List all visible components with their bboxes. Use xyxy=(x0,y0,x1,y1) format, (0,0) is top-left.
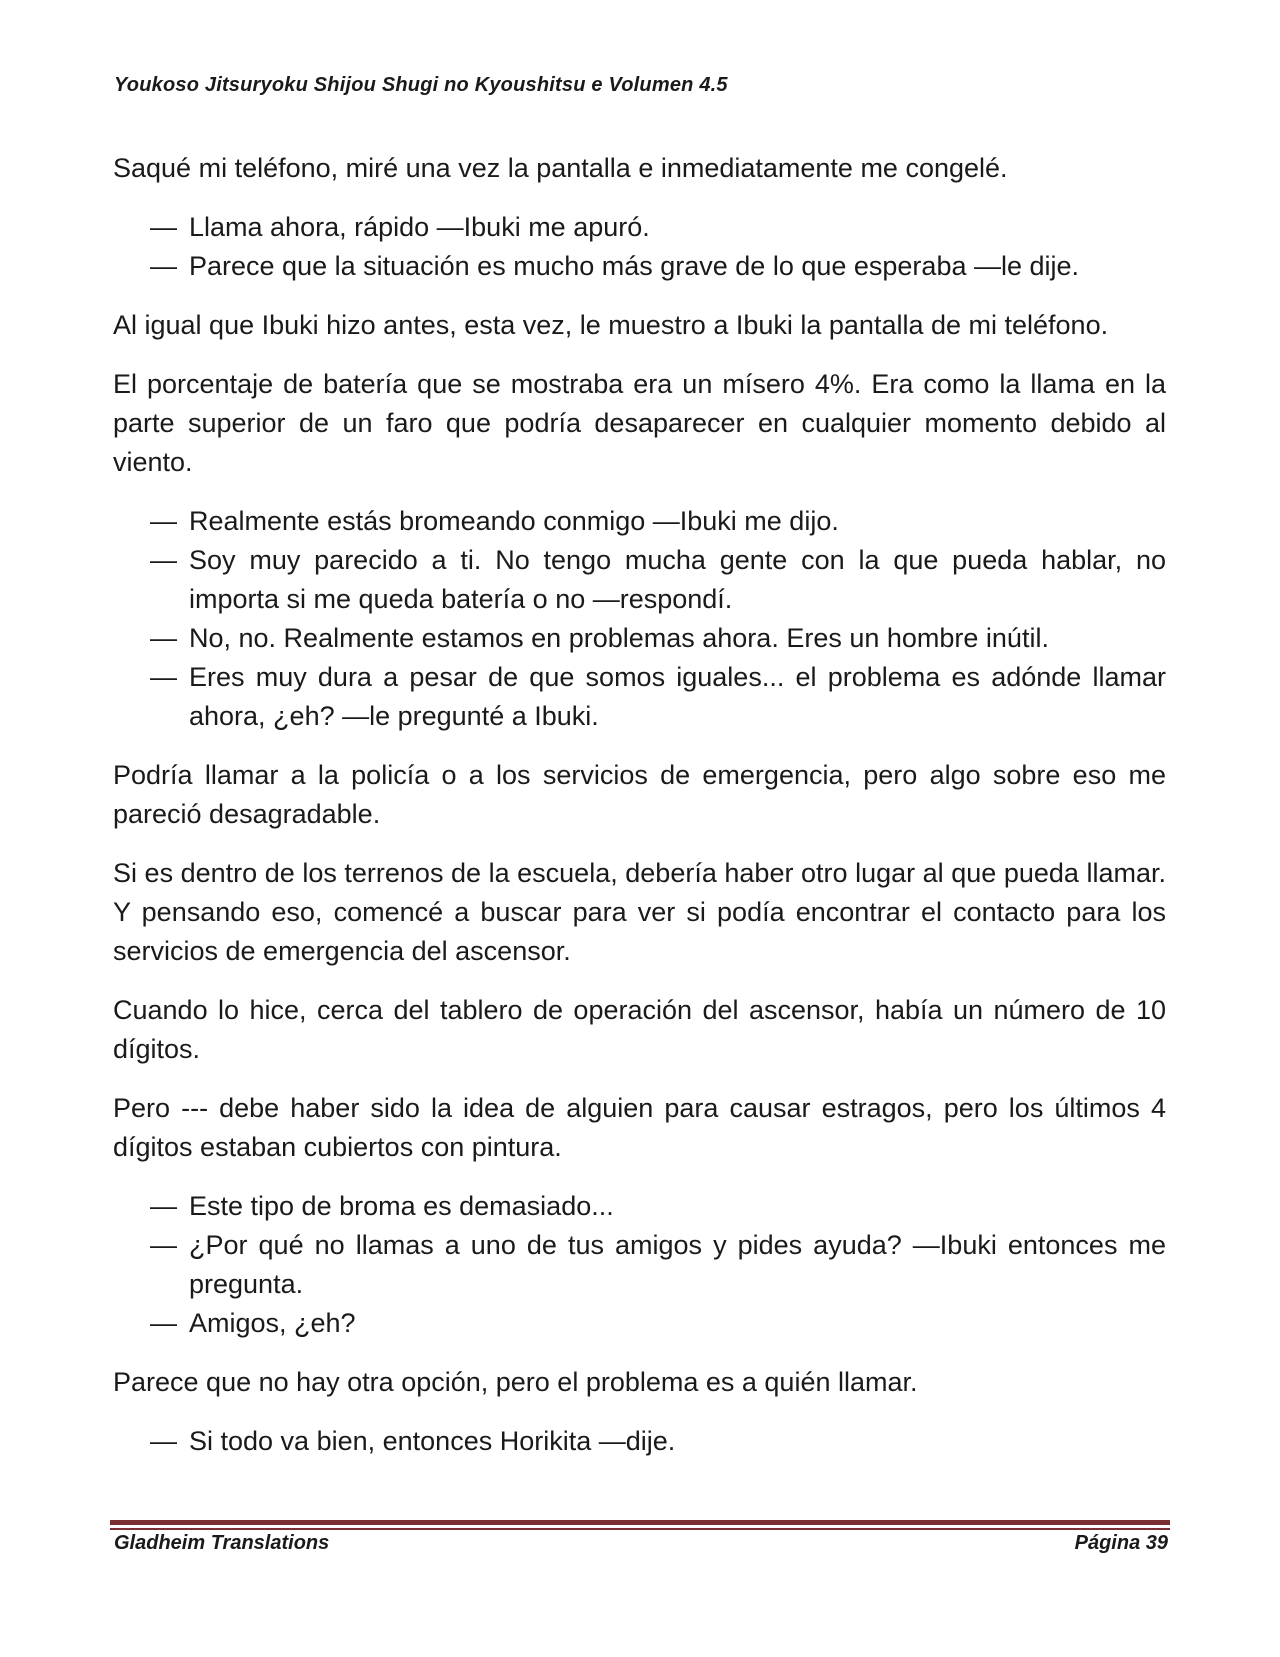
page-body xyxy=(113,149,1166,1481)
dialog-dash: — xyxy=(150,251,177,281)
dialog-line xyxy=(150,1422,1166,1461)
dialog-dash: — xyxy=(150,212,177,242)
dialog-dash: — xyxy=(150,1191,177,1221)
paragraph: Al igual que Ibuki hizo antes, esta vez, le muestro a Ibuki la pantalla de mi teléfono. xyxy=(113,310,1109,340)
dialog-text: ¿Por qué no llamas a uno de tus amigos y pides ayuda? —Ibuki entonces me pregunta. xyxy=(189,1230,1166,1299)
dialog-text: Eres muy dura a pesar de que somos iguales... el problema es adónde llamar ahora, ¿eh? —le pregunté a Ibuki. xyxy=(189,662,1166,731)
footer-publisher: Gladheim Translations xyxy=(114,1532,330,1554)
dialog-text: Soy muy parecido a ti. No tengo mucha gente con la que pueda hablar, no importa si me queda batería o no —respondí. xyxy=(189,545,1166,614)
dialog-line xyxy=(150,541,1166,619)
paragraph: Podría llamar a la policía o a los servicios de emergencia, pero algo sobre eso me pareció desagradable. xyxy=(113,760,1166,829)
dialog-line xyxy=(150,658,1166,736)
dialog-line xyxy=(150,247,1166,286)
dialog-line xyxy=(150,502,1166,541)
paragraph: Parece que no hay otra opción, pero el problema es a quién llamar. xyxy=(113,1367,918,1397)
paragraph: Saqué mi teléfono, miré una vez la pantalla e inmediatamente me congelé. xyxy=(113,153,1008,183)
footer-page-number: Página 39 xyxy=(1074,1532,1168,1554)
dialog-line xyxy=(150,1187,1166,1226)
dialog-text: Este tipo de broma es demasiado... xyxy=(189,1191,614,1221)
dialog-text: No, no. Realmente estamos en problemas ahora. Eres un hombre inútil. xyxy=(189,623,1049,653)
dialog-group xyxy=(113,1187,1166,1343)
dialog-dash: — xyxy=(150,623,177,653)
dialog-dash: — xyxy=(150,662,177,692)
dialog-dash: — xyxy=(150,1308,177,1338)
dialog-line xyxy=(150,208,1166,247)
dialog-group xyxy=(113,208,1166,286)
dialog-text: Parece que la situación es mucho más grave de lo que esperaba —le dije. xyxy=(189,251,1080,281)
paragraph: El porcentaje de batería que se mostraba era un mísero 4%. Era como la llama en la parte superior de un faro que podría desaparecer en cualquier momento debido al viento. xyxy=(113,369,1166,477)
dialog-text: Amigos, ¿eh? xyxy=(189,1308,356,1338)
dialog-text: Llama ahora, rápido —Ibuki me apuró. xyxy=(189,212,650,242)
dialog-line xyxy=(150,619,1166,658)
footer-rule-thin xyxy=(110,1528,1170,1530)
dialog-dash: — xyxy=(150,506,177,536)
dialog-dash: — xyxy=(150,1230,177,1260)
dialog-line xyxy=(150,1304,1166,1343)
page-header-title: Youkoso Jitsuryoku Shijou Shugi no Kyoushitsu e Volumen 4.5 xyxy=(114,74,728,96)
dialog-dash: — xyxy=(150,1426,177,1456)
paragraph: Si es dentro de los terrenos de la escuela, debería haber otro lugar al que pueda llamar. Y pensando eso, comencé a buscar para ver si podía encontrar el contacto para los servicios de emergencia del ascensor. xyxy=(113,858,1166,966)
dialog-line xyxy=(150,1226,1166,1304)
dialog-group xyxy=(113,1422,1166,1461)
paragraph: Cuando lo hice, cerca del tablero de operación del ascensor, había un número de 10 dígitos. xyxy=(113,995,1166,1064)
dialog-text: Si todo va bien, entonces Horikita —dije. xyxy=(189,1426,676,1456)
paragraph: Pero --- debe haber sido la idea de alguien para causar estragos, pero los últimos 4 dígitos estaban cubiertos con pintura. xyxy=(113,1093,1166,1162)
dialog-dash: — xyxy=(150,545,177,575)
dialog-text: Realmente estás bromeando conmigo —Ibuki me dijo. xyxy=(189,506,839,536)
footer-rule xyxy=(110,1520,1170,1525)
dialog-group xyxy=(113,502,1166,736)
